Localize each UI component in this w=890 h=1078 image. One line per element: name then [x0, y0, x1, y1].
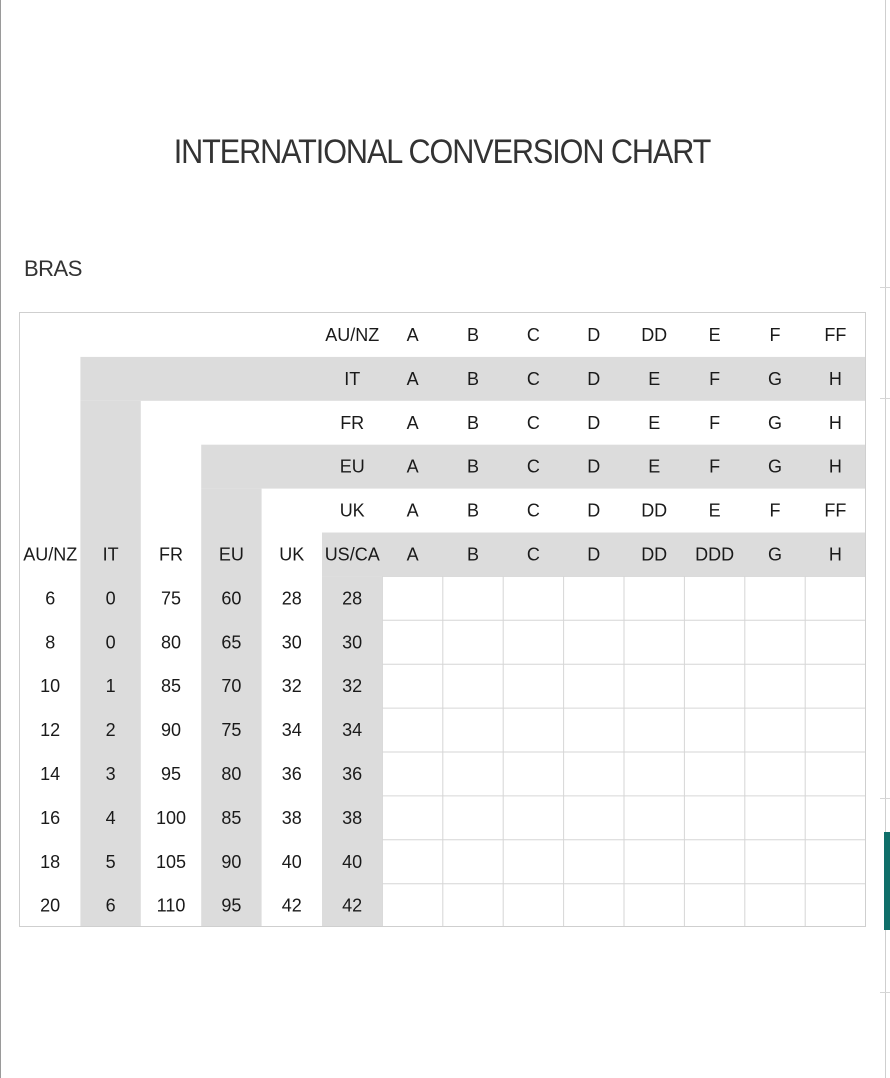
cup-size-label: G [767, 456, 783, 477]
band-column-us-ca [322, 576, 382, 926]
band-system-header: FR [159, 544, 183, 565]
cup-size-label: A [406, 324, 419, 345]
band-size-value: 4 [105, 807, 116, 828]
band-size-value: 32 [342, 676, 363, 697]
band-size-value: 85 [221, 807, 242, 828]
band-size-value: 20 [40, 895, 61, 916]
band-size-value: 30 [281, 632, 302, 653]
band-size-value: 85 [160, 676, 182, 697]
band-system-header: EU [218, 544, 244, 565]
cup-size-label: A [406, 544, 419, 565]
cup-system-label: FR [340, 412, 365, 433]
cup-size-label: B [466, 324, 480, 345]
band-size-value: 12 [40, 720, 61, 741]
cup-size-label: G [767, 412, 783, 433]
backdrop-divider [880, 992, 890, 993]
cup-size-label: C [526, 456, 540, 477]
cup-size-label: C [526, 544, 540, 565]
cup-system-label: UK [339, 500, 365, 521]
cup-size-label: DDD [695, 544, 735, 565]
band-size-value: 60 [221, 588, 242, 609]
cup-size-label: G [767, 544, 783, 565]
cup-size-label: D [587, 324, 601, 345]
band-size-value: 80 [221, 763, 242, 784]
cup-size-label: A [406, 412, 419, 433]
cup-size-label: E [708, 324, 721, 345]
band-size-value: 0 [105, 632, 116, 653]
band-size-value: 16 [40, 807, 61, 828]
cup-size-label: B [466, 456, 480, 477]
band-size-value: 18 [40, 851, 61, 872]
backdrop-divider [880, 398, 890, 399]
cup-size-label: A [406, 456, 419, 477]
cup-size-label: B [466, 368, 480, 389]
cup-size-label: H [828, 456, 842, 477]
band-size-value: 28 [342, 588, 363, 609]
band-size-value: 38 [342, 807, 363, 828]
band-size-value: 6 [105, 895, 116, 916]
band-size-value: 36 [342, 763, 363, 784]
cup-size-label: C [526, 412, 540, 433]
cup-size-label: H [828, 368, 842, 389]
band-size-value: 95 [221, 895, 242, 916]
band-size-value: 40 [281, 851, 302, 872]
cup-size-label: FF [824, 324, 847, 345]
cup-size-label: D [587, 500, 601, 521]
cup-size-label: C [526, 368, 540, 389]
cup-size-label: H [828, 412, 842, 433]
band-size-value: 42 [281, 895, 302, 916]
cup-size-label: B [466, 544, 480, 565]
cup-size-label: F [769, 500, 781, 521]
band-column-it [80, 401, 140, 926]
cup-system-label: US/CA [324, 544, 380, 565]
backdrop-divider [880, 287, 890, 288]
backdrop-divider [880, 798, 890, 799]
cup-system-label: AU/NZ [325, 324, 380, 345]
band-size-value: 40 [342, 851, 363, 872]
band-size-value: 3 [105, 763, 116, 784]
cup-size-label: B [466, 500, 480, 521]
cup-size-label: A [406, 368, 419, 389]
cup-size-label: G [767, 368, 783, 389]
band-size-value: 2 [105, 720, 116, 741]
band-size-value: 1 [105, 676, 116, 697]
band-size-value: 75 [160, 588, 182, 609]
band-size-value: 75 [221, 720, 242, 741]
cup-size-label: FF [824, 500, 847, 521]
band-size-value: 90 [160, 720, 182, 741]
band-size-value: 32 [281, 676, 302, 697]
band-system-header: UK [279, 544, 305, 565]
page-title: INTERNATIONAL CONVERSION CHART [173, 133, 711, 171]
section-heading-bras: BRAS [24, 256, 82, 281]
band-size-value: 105 [155, 851, 187, 872]
band-size-value: 65 [221, 632, 242, 653]
band-size-value: 10 [40, 676, 61, 697]
band-size-value: 0 [105, 588, 116, 609]
band-size-value: 100 [155, 807, 187, 828]
band-size-value: 90 [221, 851, 242, 872]
band-system-header: IT [102, 544, 119, 565]
band-size-value: 34 [342, 720, 363, 741]
cup-system-label: EU [339, 456, 365, 477]
cup-size-label: D [587, 412, 601, 433]
band-size-value: 28 [281, 588, 302, 609]
cup-size-label: E [708, 500, 721, 521]
cup-size-label: B [466, 412, 480, 433]
background-accent-tab [884, 832, 890, 930]
cup-size-label: DD [641, 500, 668, 521]
band-size-value: 38 [281, 807, 302, 828]
cup-size-label: D [587, 544, 601, 565]
band-size-value: 8 [45, 632, 56, 653]
cup-size-label: F [709, 412, 721, 433]
cup-size-label: F [709, 456, 721, 477]
cup-size-label: A [406, 500, 419, 521]
band-system-header: AU/NZ [23, 544, 78, 565]
band-size-value: 42 [342, 895, 363, 916]
bra-conversion-table [19, 312, 866, 927]
band-size-value: 70 [221, 676, 242, 697]
band-size-value: 14 [40, 763, 61, 784]
band-size-value: 36 [281, 763, 302, 784]
band-size-value: 30 [342, 632, 363, 653]
cup-size-label: H [828, 544, 842, 565]
backdrop-edge-left [0, 0, 1, 1078]
cup-size-label: F [769, 324, 781, 345]
cup-size-label: DD [641, 544, 668, 565]
band-size-value: 6 [45, 588, 56, 609]
band-size-value: 95 [160, 763, 182, 784]
cup-size-label: E [648, 368, 661, 389]
cup-size-label: DD [641, 324, 668, 345]
band-size-value: 110 [156, 895, 186, 916]
band-size-value: 34 [281, 720, 302, 741]
cup-size-label: D [587, 456, 601, 477]
band-size-value: 80 [160, 632, 182, 653]
cup-size-label: D [587, 368, 601, 389]
cup-size-label: E [648, 412, 661, 433]
band-size-value: 5 [105, 851, 116, 872]
cup-system-label: IT [344, 368, 361, 389]
conversion-grid [20, 313, 865, 926]
cup-size-label: C [526, 324, 540, 345]
cup-size-label: F [709, 368, 721, 389]
cup-size-label: E [648, 456, 661, 477]
cup-size-label: C [526, 500, 540, 521]
